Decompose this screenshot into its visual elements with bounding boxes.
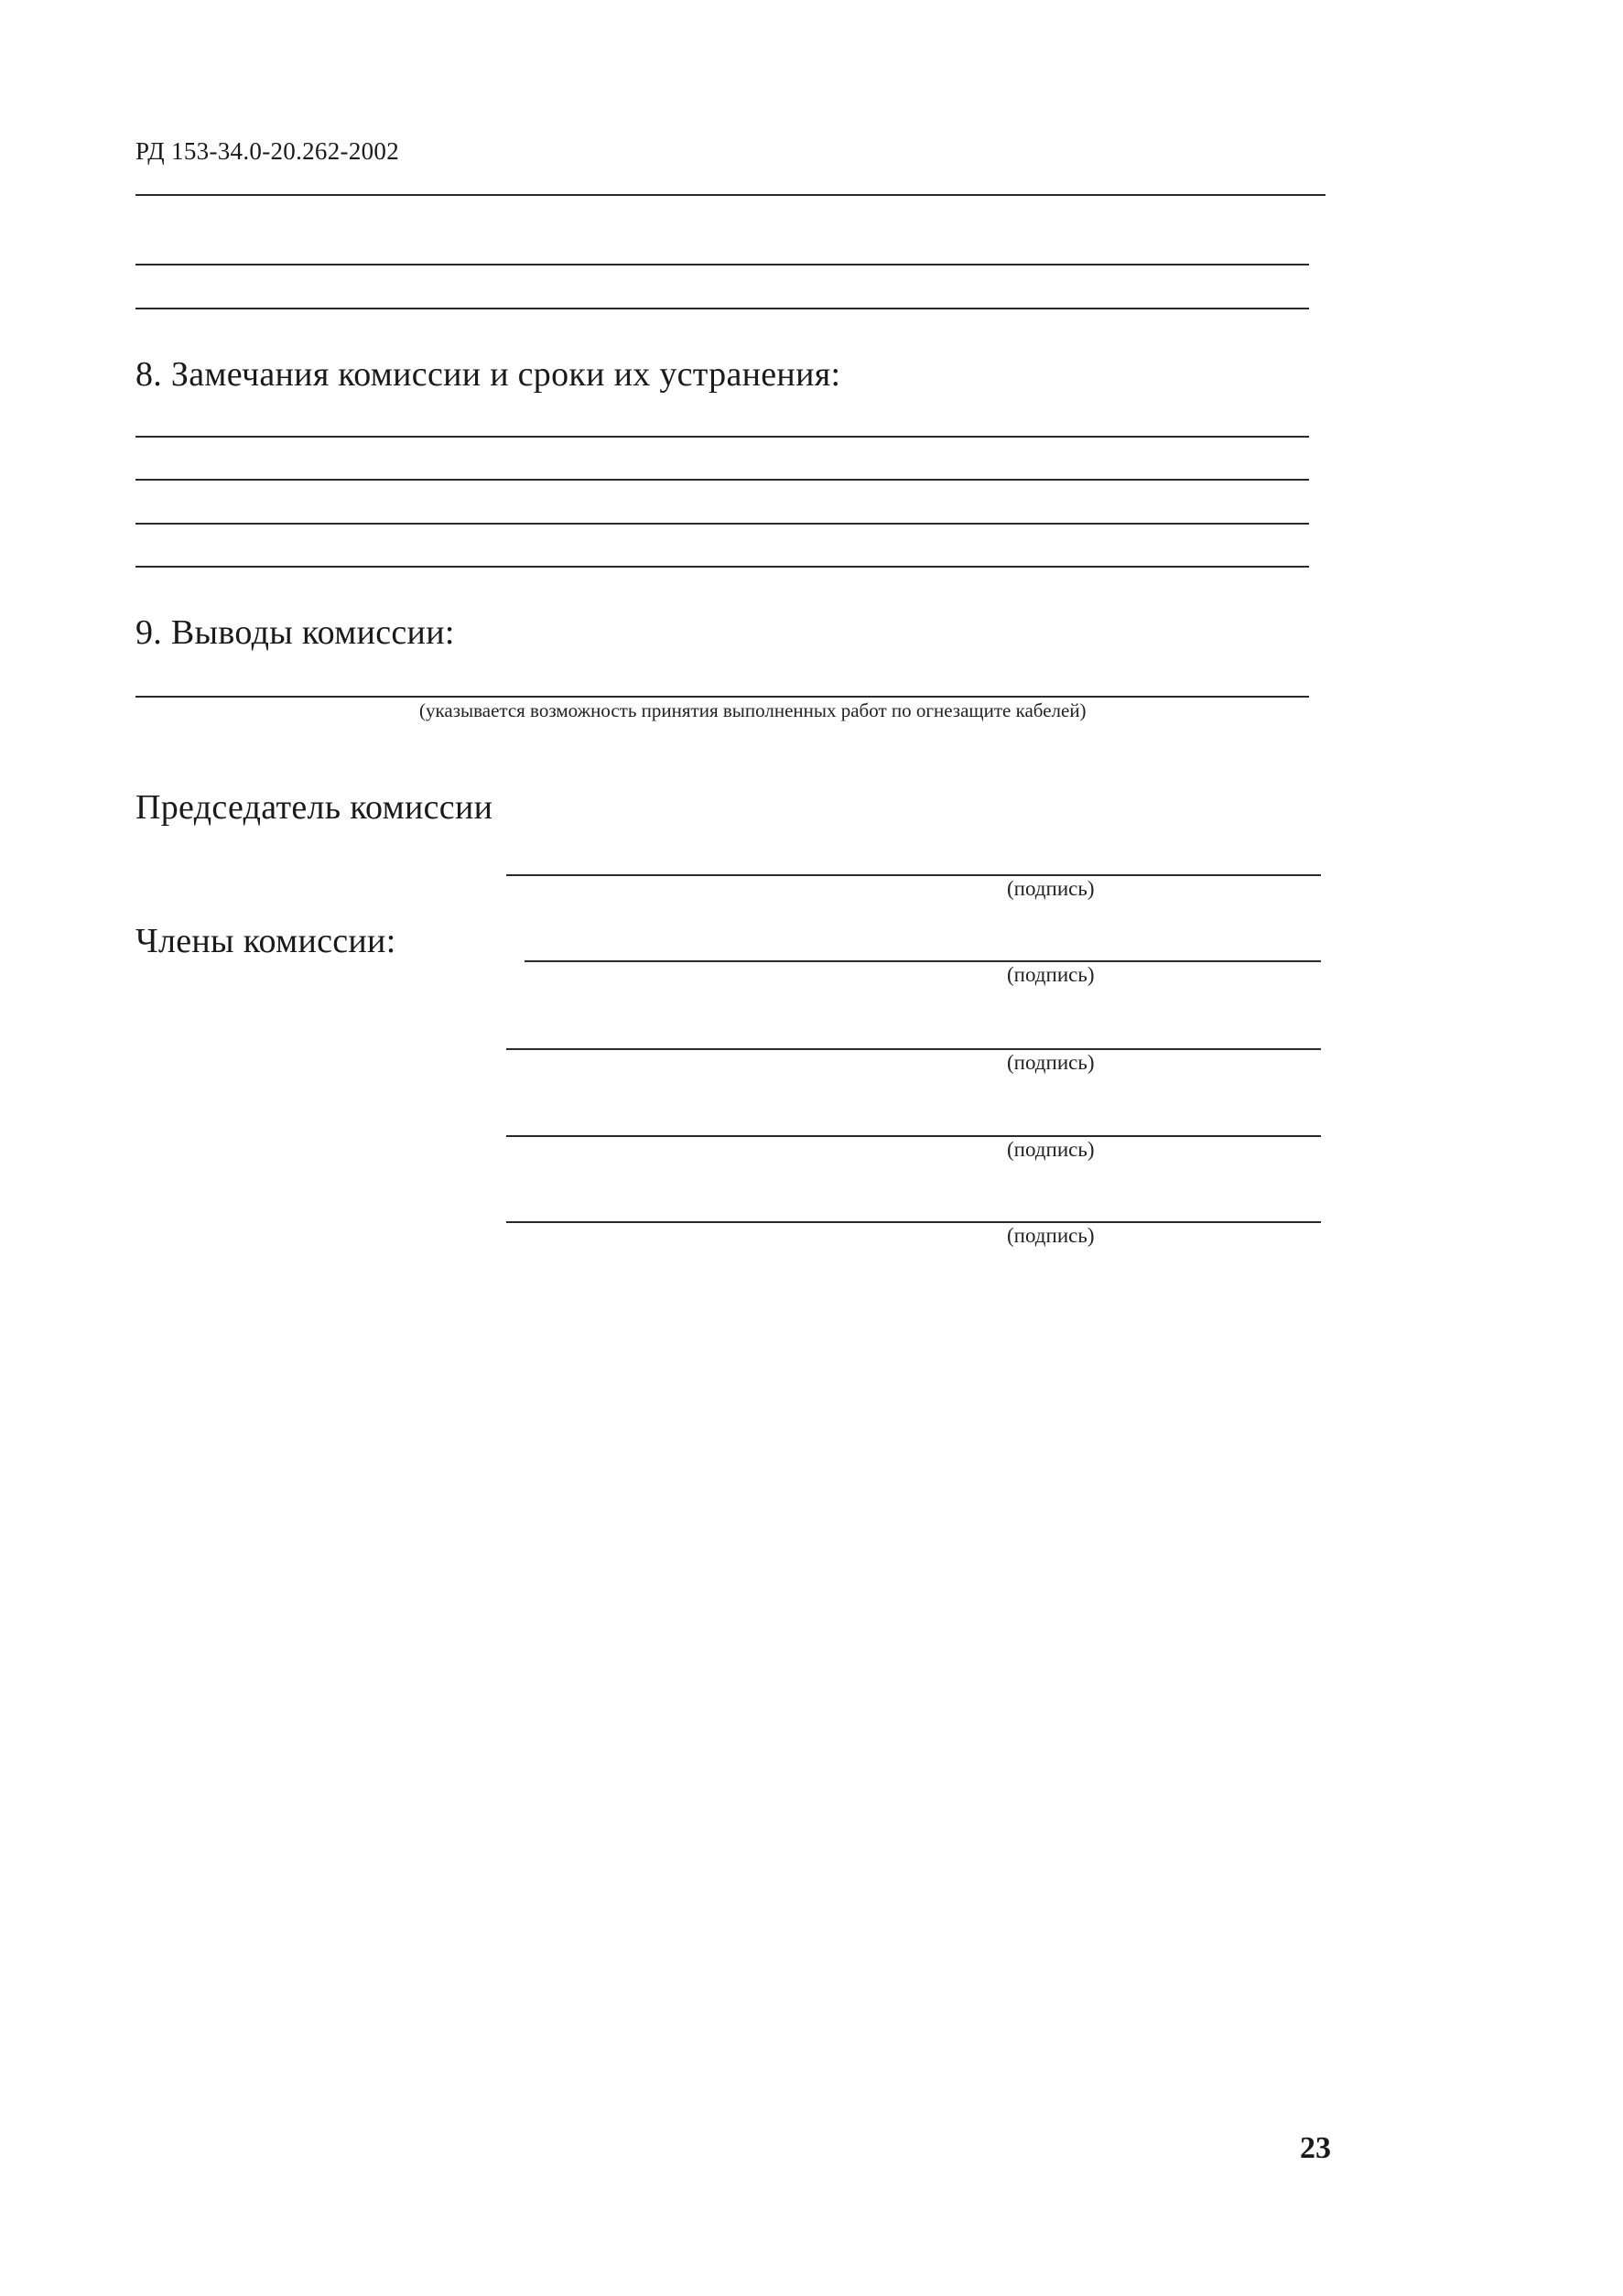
signature-caption: (подпись) bbox=[1007, 1051, 1095, 1074]
members-label: Члены комиссии: bbox=[135, 922, 396, 960]
signature-caption: (подпись) bbox=[1007, 1224, 1095, 1247]
document-code-header: РД 153-34.0-20.262-2002 bbox=[135, 137, 400, 165]
chairman-label: Председатель комиссии bbox=[135, 788, 493, 827]
blank-line bbox=[135, 523, 1309, 525]
member-signature-line bbox=[525, 960, 1321, 962]
blank-line bbox=[135, 436, 1309, 438]
member-signature-line bbox=[506, 1221, 1321, 1223]
member-signature-line bbox=[506, 1135, 1321, 1137]
section-9-title: 9. Выводы комиссии: bbox=[135, 613, 455, 652]
blank-line bbox=[135, 264, 1309, 265]
member-signature-line bbox=[506, 1048, 1321, 1050]
section-8-title: 8. Замечания комиссии и сроки их устранения: bbox=[135, 355, 841, 394]
conclusion-caption: (указывается возможность принятия выполненных работ по огнезащите кабелей) bbox=[419, 699, 1087, 721]
page-number: 23 bbox=[1300, 2131, 1331, 2165]
blank-line bbox=[135, 566, 1309, 568]
signature-caption: (подпись) bbox=[1007, 1138, 1095, 1161]
blank-line bbox=[135, 479, 1309, 481]
chairman-signature-line bbox=[506, 874, 1321, 876]
conclusion-line bbox=[135, 696, 1309, 698]
signature-caption: (подпись) bbox=[1007, 963, 1095, 986]
blank-line bbox=[135, 308, 1309, 309]
header-rule bbox=[135, 194, 1325, 196]
signature-caption: (подпись) bbox=[1007, 877, 1095, 900]
